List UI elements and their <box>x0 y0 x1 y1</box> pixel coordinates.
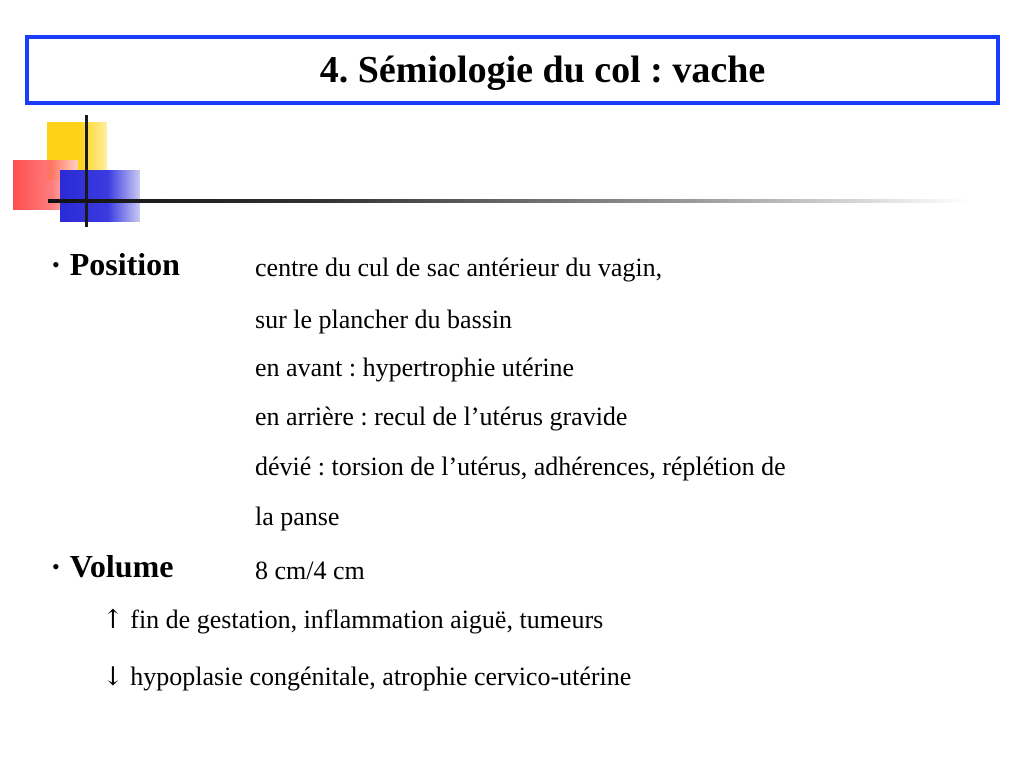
bullet-volume <box>52 548 173 585</box>
term-position: Position <box>69 246 180 282</box>
volume-decrease-item <box>102 662 631 692</box>
bullet-dot: • <box>52 554 60 579</box>
bullet-position <box>52 246 180 283</box>
bullet-dot: • <box>52 252 60 277</box>
volume-decrease-text: hypoplasie congénitale, atrophie cervico-utérine <box>130 662 632 691</box>
term-volume: Volume <box>69 548 174 584</box>
position-line-1: centre du cul de sac antérieur du vagin, <box>255 253 663 282</box>
position-line-5: dévié : torsion de l’utérus, adhérences, réplétion de <box>255 452 786 481</box>
position-line-6: la panse <box>255 502 340 531</box>
position-line-4: en arrière : recul de l’utérus gravide <box>255 402 628 431</box>
arrow-up-icon: ↑ <box>102 605 124 635</box>
volume-increase-text: fin de gestation, inflammation aiguë, tumeurs <box>130 605 604 634</box>
position-line-2: sur le plancher du bassin <box>255 305 513 334</box>
position-line-3: en avant : hypertrophie utérine <box>255 353 575 382</box>
volume-increase-item <box>102 605 603 635</box>
volume-line-1: 8 cm/4 cm <box>255 556 365 585</box>
arrow-down-icon: ↓ <box>102 662 124 692</box>
slide-title: 4. Sémiologie du col : vache <box>319 49 766 91</box>
